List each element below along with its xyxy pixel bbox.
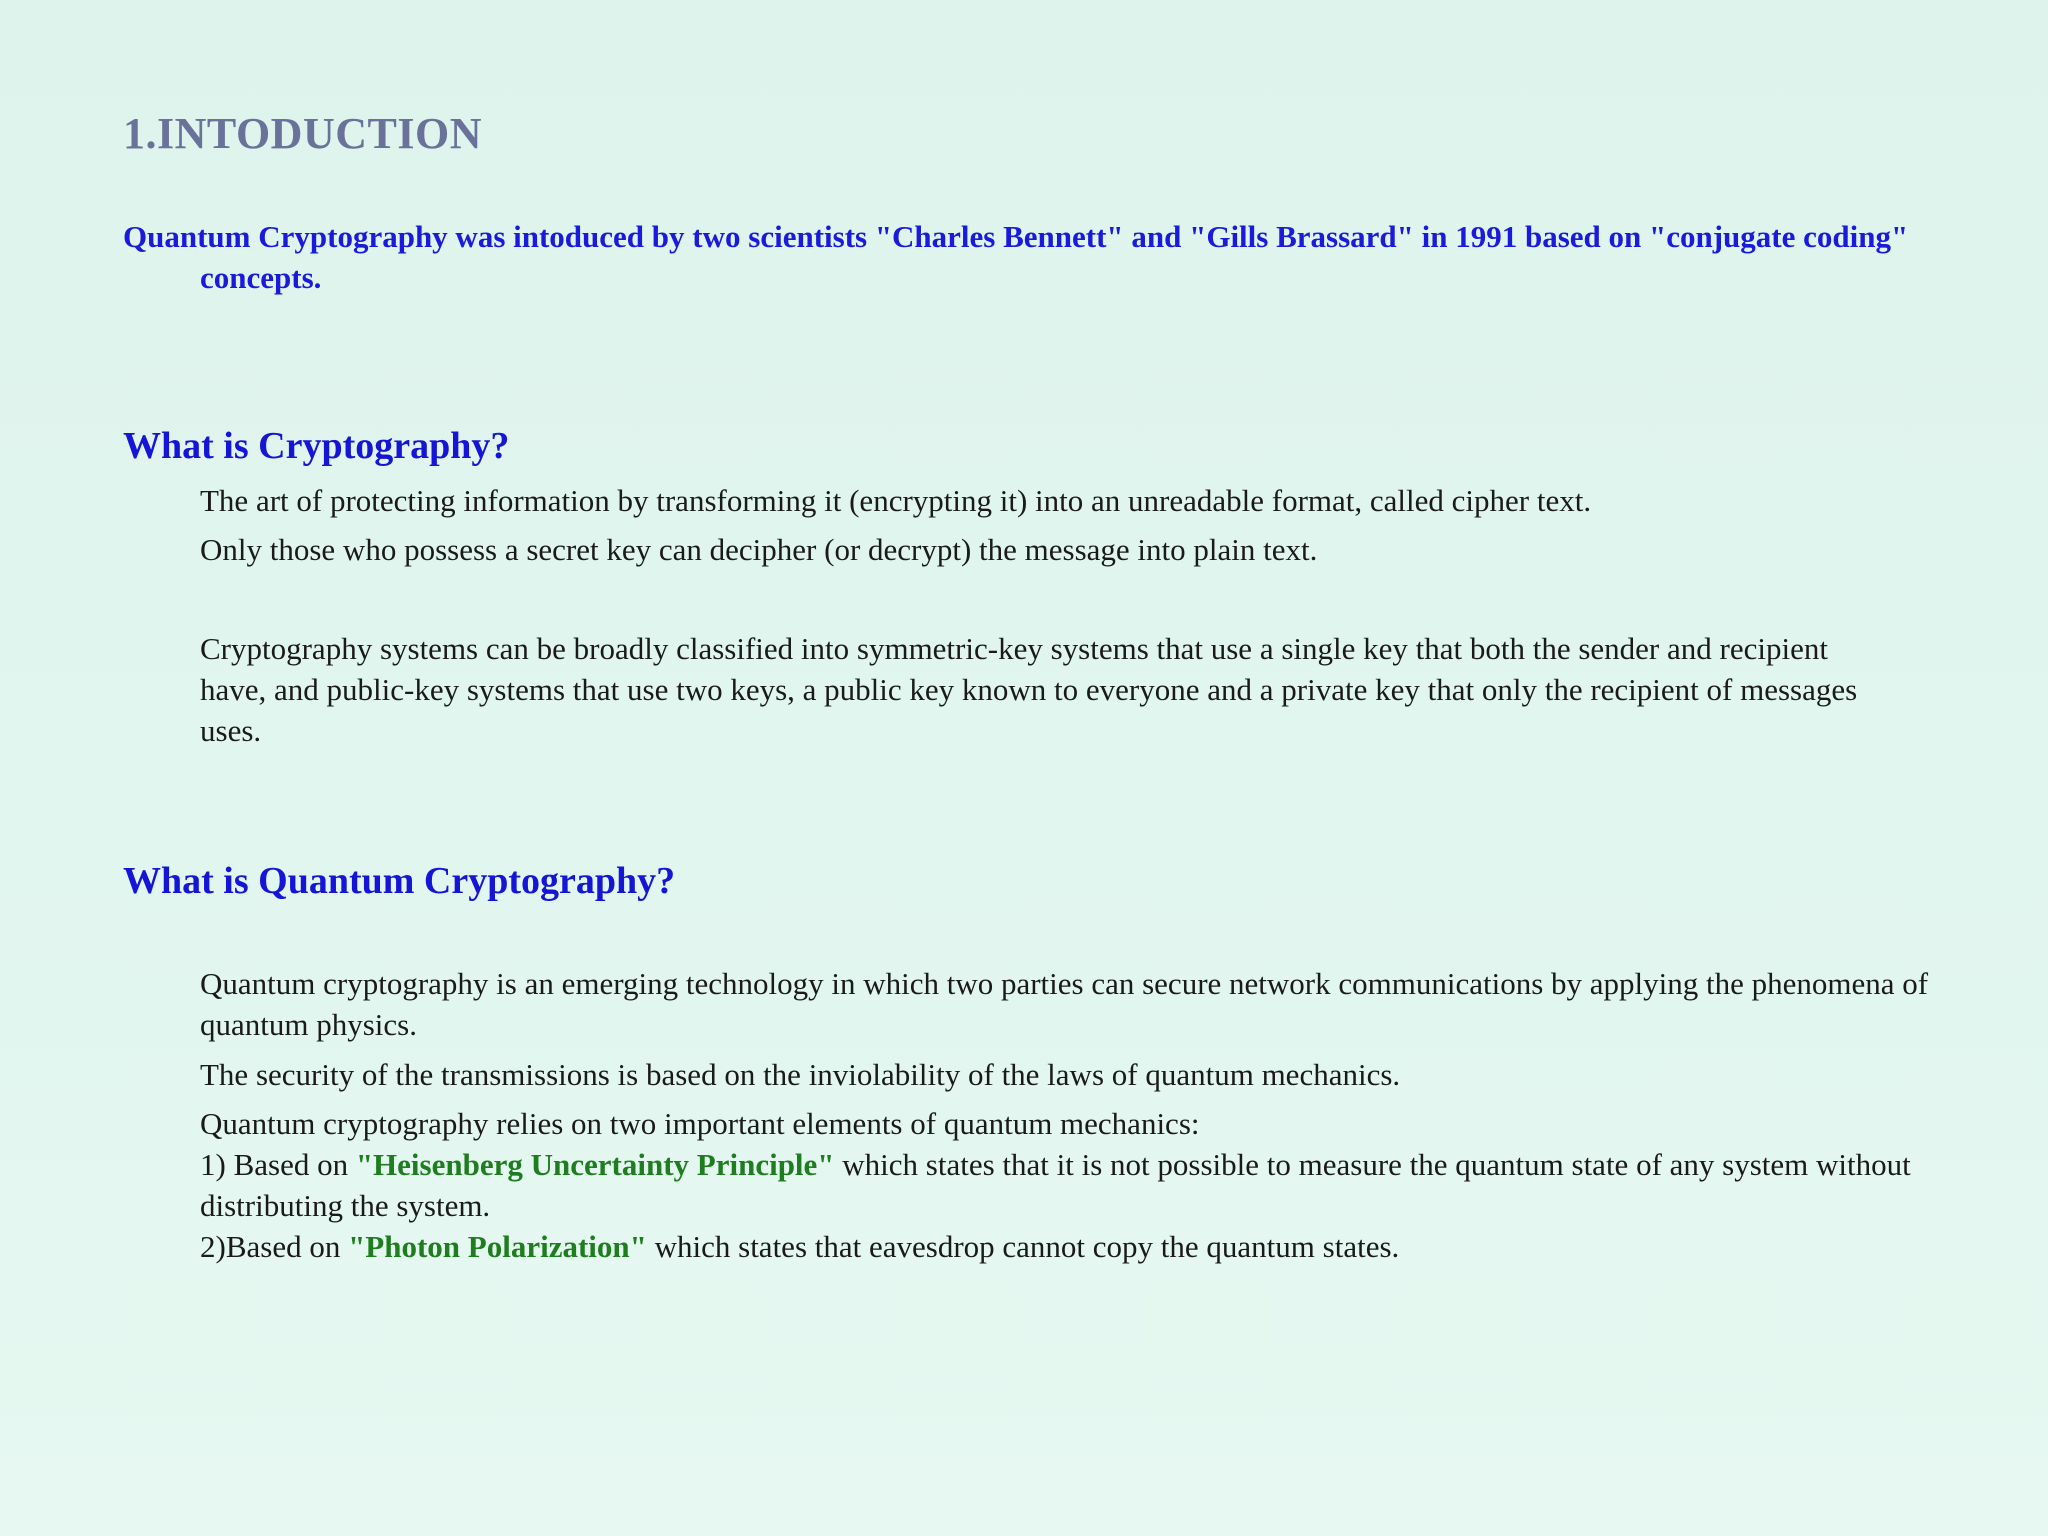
quantum-element-2-suffix: which states that eavesdrop cannot copy the quantum states. <box>646 1229 1400 1264</box>
intro-paragraph: Quantum Cryptography was intoduced by two scientists "Charles Bennett" and "Gills Brassard" in 1991 based on "conjugate coding" concepts. <box>123 219 1909 295</box>
cryptography-secret-key: Only those who possess a secret key can decipher (or decrypt) the message into plain text. <box>200 532 1318 567</box>
cryptography-definition: The art of protecting information by transforming it (encrypting it) into an unreadable format, called cipher text. <box>200 483 1592 518</box>
quantum-element-2-prefix: 2)Based on <box>200 1229 349 1264</box>
page-title: 1.INTODUCTION <box>123 109 482 158</box>
section-heading-quantum-cryptography: What is Quantum Cryptography? <box>123 860 676 902</box>
quantum-elements-intro: Quantum cryptography relies on two important elements of quantum mechanics: <box>200 1106 1200 1141</box>
quantum-element-2 <box>200 1226 1940 1267</box>
quantum-element-1-prefix: 1) Based on <box>200 1147 356 1182</box>
quantum-cryptography-definition: Quantum cryptography is an emerging technology in which two parties can secure network communications by applying the phenomena of quantum physics. <box>200 966 1929 1042</box>
quantum-elements-block <box>200 1103 1940 1267</box>
section-heading-cryptography: What is Cryptography? <box>123 425 510 467</box>
photon-polarization-highlight: "Photon Polarization" <box>348 1229 647 1264</box>
quantum-cryptography-security: The security of the transmissions is based on the inviolability of the laws of quantum mechanics. <box>200 1057 1401 1092</box>
quantum-element-1 <box>200 1144 1940 1226</box>
cryptography-classification: Cryptography systems can be broadly classified into symmetric-key systems that use a single key that both the sender and recipient have, and public-key systems that use two keys, a public key known to everyone and a private key that only the recipient of messages uses. <box>200 631 1858 748</box>
quantum-element-1-suffix: which states that it is not possible to measure the quantum state of any system without distributing the system. <box>200 1147 1911 1223</box>
heisenberg-principle-highlight: "Heisenberg Uncertainty Principle" <box>355 1147 835 1182</box>
